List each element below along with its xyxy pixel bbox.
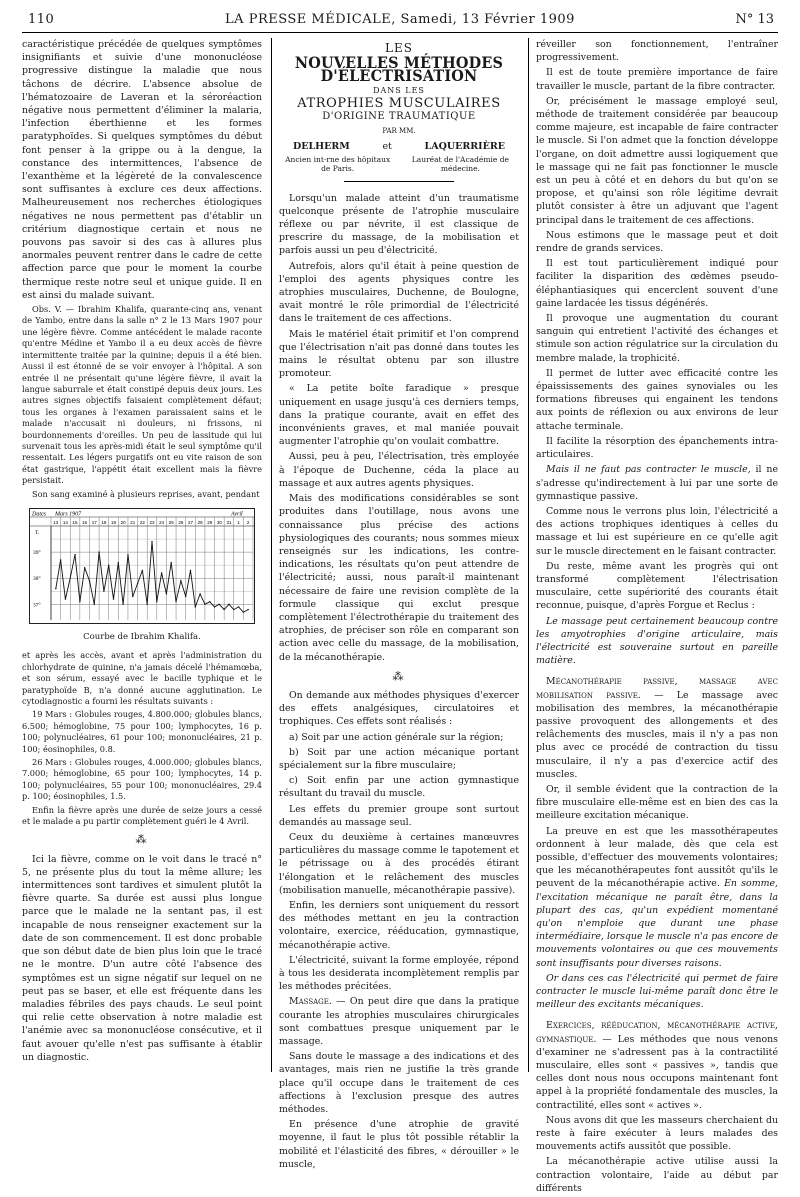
temperature-point: [233, 609, 234, 610]
paragraph: [536, 1019, 778, 1111]
paragraph: Nous estimons que le massage peut et doit rendre de grands services.: [536, 229, 778, 255]
temperature-chart-svg: [29, 508, 255, 624]
chart-tick-label: 23: [149, 519, 155, 525]
section-separator: ⁂: [135, 833, 149, 847]
temperature-point: [219, 604, 220, 605]
temperature-point: [175, 601, 176, 602]
paragraph: Sans doute le massage a des indications et des avantages, mais rien ne justifie la très grande place qu'il occupe dans le traitement de ces affections à l'exclusion presque des autres méthodes.: [279, 1051, 519, 1116]
column-rule: [528, 38, 529, 1072]
italic-text: Mais il ne faut pas contracter le muscle,: [546, 464, 751, 476]
temperature-point: [89, 580, 90, 581]
temperature-point: [103, 591, 104, 592]
temperature-point: [118, 562, 119, 563]
temperature-point: [60, 559, 61, 560]
observation-text: 26 Mars : Globules rouges, 4.000.000; globules blancs, 7.000; hémoglobine, 65 pour 100; lymphocytes, 14 p. 100; polynucléaires, 55 pour 100; mononucléaires, 29.4 p. 100; éosinophiles, 1.5.: [22, 757, 262, 802]
temperature-point: [199, 593, 200, 594]
paragraph: Il est tout particulièrement indiqué pour faciliter la disparition des œdèmes pseudo-éléphantiasiques qui encerclent souvent d'une gaine lardacée les tissus dégénérés.: [536, 258, 778, 309]
paragraph: Du reste, même avant les progrès qui ont transformé complètement l'électrisation musculaire, cette supériorité des courants était reconnue, puisque, d'après Forgue et Reclus :: [536, 560, 778, 612]
temperature-point: [127, 554, 128, 555]
title-line: DANS LES: [373, 85, 425, 95]
paragraph-text: — Les méthodes que nous venons d'examiner ne s'adressent pas à la contractilité musculaire, elles sont « passives », tandis que celles dont nous nous occupons maintenant font appel à la propriété fondamentale des muscles, la contractilité, elles sont « actives ».: [536, 1033, 778, 1111]
article-title: [279, 42, 519, 182]
paragraph: Or, précisément le massage employé seul, méthode de traitement considérée par beaucoup comme majeure, est incapable de faire contracter le muscle. Si l'on admet que la fonction développe l'organe, on doit admettre aussi logiquement que le massage qui ne fait pas fonctionner le muscle est un peu à côté et en dehors du but qu'on se propose, et qu'ainsi son rôle légitime devrait plutôt consister à être un adjuvant que l'agent principal dans le traitement de ces affections.: [536, 95, 778, 226]
temperature-point: [122, 604, 123, 605]
temperature-point: [204, 604, 205, 605]
observation-text: Obs. V. — Ibrahim Khalifa, quarante-cinq ans, venant de Yambo, entre dans la salle n° 2 le 13 Mars 1907 pour une légère fièvre. Comme antécédent le malade raconte qu'entre Médine et Yambo il a eu deux accès de fièvre intermittente traitée par la quinine; depuis il a été bien. Aussi il est étonné de se voir envoyer à l'hôpital. A son entrée il ne présentait qu'une légère fièvre, il avait la langue saburrale et était constipé depuis deux jours. Les autres signes objectifs faisaient complètement défaut; tous les organes à l'examen paraissaient sains et le malade n'accusait ni douleurs, ni frissons, ni bourdonnements d'oreilles. Un peu de lassitude qui lui survenait tous les après-midi était le seul symptôme qu'il ressentait. Les légers purgatifs ont eu vite raison de son état gastrique, l'appétit était excellent mais la fièvre persistait.: [22, 304, 262, 486]
temperature-point: [161, 572, 162, 573]
paragraph: Ceux du deuxième à certaines manœuvres particulières du massage comme le tapotement et le pétrissage ou à des procédés étirant l'élongation et le relâchement des muscles (mobilisation manuelle, mécanothérapie passive).: [279, 831, 519, 896]
chart-tick-label: 27: [187, 519, 193, 525]
temperature-point: [166, 593, 167, 594]
paragraph: Aussi, peu à peu, l'électrisation, très employée à l'époque de Duchenne, céda la place au massage et aux autres agents physiques.: [279, 451, 519, 489]
temperature-point: [108, 564, 109, 565]
paragraph: En présence d'une atrophie de gravité moyenne, il faut le plus tôt possible rétablir la mobilité et l'élasticité des fibres, « dérouiller » le muscle,: [279, 1119, 519, 1170]
chart-tick-label: 19: [111, 519, 117, 525]
chart-tick-label: 13: [53, 519, 59, 525]
title-line: PAR MM.: [382, 127, 416, 136]
paragraph: Or, il semble évident que la contraction de la fibre musculaire elle-même est en bien des cas la meilleure excitation mécanique.: [536, 783, 778, 822]
paragraph: [536, 825, 778, 970]
temperature-point: [142, 570, 143, 571]
author-affiliation: Lauréat de l'Académie de médecine.: [411, 154, 509, 173]
paragraph: réveiller son fonctionnement, l'entraîner progressivement.: [536, 39, 778, 64]
chart-tick-label: 20: [120, 519, 126, 525]
chart-label-dates: Dates: [32, 511, 46, 518]
observation-block: [22, 650, 262, 827]
paragraph: Mais le matériel était primitif et l'on comprend que l'électrisation n'ait pas donné dans toutes les mains le résultat obtenu par son illustre promoteur.: [279, 328, 519, 380]
paragraph-text: La preuve en est que les massothérapeutes ordonnent à leur malade, dès que cela est possible, d'effectuer des mouvements volontaires; que les mécanothérapeutes font aussitôt qu'ils le peuvent de la mécanothérapie active.: [536, 825, 778, 890]
paragraph: Il est de toute première importance de faire travailler le muscle, partant de la fibre contracter.: [536, 67, 778, 92]
chart-tick-label: 38°: [33, 576, 41, 583]
paragraph: On demande aux méthodes physiques d'exercer des effets analgésiques, circulatoires et trophiques. Ces effets sont réalisés :: [279, 689, 519, 728]
temperature-point: [195, 606, 196, 607]
chart-tick-label: 1: [237, 519, 240, 525]
temperature-point: [132, 596, 133, 597]
paragraph: Il permet de lutter avec efficacité contre les épaississements des gaines synoviales ou les formations fibreuses qui engainent les tendons aux points de réflexion ou aux environs de leur attache terminale.: [536, 367, 778, 432]
chart-tick-label: 37°: [33, 602, 41, 609]
observation-text: 19 Mars : Globules rouges, 4.800.000; globules blancs, 6.500; hémoglobine, 75 pour 100; lymphocytes, 16 p. 100; polynucléaires, 61 pour 100; mononucléaires, 21 p. 100; éosinophiles, 0.8.: [22, 709, 262, 754]
temperature-point: [190, 570, 191, 571]
chart-tick-label: 17: [91, 519, 97, 525]
title-line: D'ORIGINE TRAUMATIQUE: [322, 111, 476, 123]
author-affiliations: [279, 155, 519, 173]
temperature-point: [243, 611, 244, 612]
temperature-point: [171, 562, 172, 563]
paragraph: Lorsqu'un malade atteint d'un traumatisme quelconque présente de l'atrophie musculaire réflexe ou par névrite, il est classique de prescrire du massage, de la mobilisation et parfois aussi un peu d'électricité.: [279, 192, 519, 257]
title-main: NOUVELLES MÉTHODES D'ÉLECTRISATION: [294, 53, 504, 86]
paragraph: [279, 995, 519, 1048]
chart-tick-label: 14: [62, 519, 68, 525]
column-rule: [271, 38, 272, 1072]
column-right: [536, 38, 778, 1197]
page-number: 110: [28, 12, 55, 27]
temperature-point: [228, 604, 229, 605]
chart-tick-label: 39°: [33, 550, 41, 557]
section-separator: ⁂: [392, 669, 406, 683]
section-heading: Massage.: [289, 996, 332, 1008]
paragraph: Il provoque une augmentation du courant sanguin qui entretient l'activité des échanges et stimule son action régulatrice sur la circulation du membre malade, la trophicité.: [536, 313, 778, 364]
paragraph-text: — Le massage avec mobilisation des membres, la mécanothérapie passive provoquent des allongements et des relâchements des muscles, mais il n'y a pas non plus avec ce procédé de contraction du tissu musculaire, il n'y a pas d'exercice actif des muscles.: [536, 689, 778, 780]
temperature-point: [247, 609, 248, 610]
observation-text: et après les accès, avant et après l'administration du chlorhydrate de quinine, n'a jamais décelé l'hémamœba, et son sérum, essayé avec le bacille typhique et le paratyphoïde B, n'a donné aucune agglutination. Le cytodiagnostic a fourni les résultats suivants :: [22, 650, 262, 706]
temperature-point: [214, 606, 215, 607]
paragraph: [536, 463, 778, 503]
temperature-point: [98, 551, 99, 552]
author-affiliation: Ancien int-rne des hôpitaux de Paris.: [285, 154, 391, 173]
observation-text: Son sang examiné à plusieurs reprises, avant, pendant: [32, 488, 260, 499]
temperature-point: [84, 567, 85, 568]
temperature-point: [70, 577, 71, 578]
italic-text: En somme, l'excitation mécanique ne paraît être, dans la plupart des cas, qu'un expédient momentané qu'on n'emploie que durant une phase intermédiaire, lorsque le muscle n'a pas encore de mouvements volontaires ou que ces mouvements sont insuffisants pour diverses raisons.: [536, 878, 778, 969]
chart-tick-label: 18: [101, 519, 107, 525]
section-heading: Exercices, rééducation, mécanothérapie active, gymnastique.: [536, 1020, 778, 1045]
chart-tick-label: 28: [197, 519, 203, 525]
author-name: DELHERM: [293, 141, 350, 153]
journal-title: LA PRESSE MÉDICALE, Samedi, 13 Février 1909: [225, 12, 575, 27]
chart-caption: Courbe de Ibrahim Khalifa.: [83, 632, 201, 643]
temperature-point: [151, 541, 152, 542]
page-header: [22, 10, 778, 33]
chart-tick-label: 16: [82, 519, 88, 525]
title-line: LES: [385, 41, 413, 55]
paragraph: « La petite boîte faradique » presque uniquement en usage jusqu'à ces derniers temps, dans la pratique courante, avait en effet des inconvénients graves, et mal maniée pouvait augmenter l'atrophie qu'on voulait combattre.: [279, 383, 519, 448]
list-item: c) Soit enfin par une action gymnastique résultant du travail du muscle.: [279, 775, 519, 800]
chart-label-month: Avril: [231, 511, 243, 518]
paragraph: Enfin, les derniers sont uniquement du ressort des méthodes mettant en jeu la contraction volontaire, exercice, rééducation, gymnastique, mécanothérapie active.: [279, 899, 519, 951]
chart-axis-label: T.: [35, 529, 40, 536]
temperature-point: [156, 601, 157, 602]
list-item: a) Soit par une action générale sur la région;: [289, 731, 504, 743]
observation-block: [22, 304, 262, 487]
paragraph-text: — On peut dire que dans la pratique courante les atrophies musculaires chirurgicales sont combattues presque uniquement par le massage.: [279, 996, 519, 1048]
chart-tick-label: 22: [139, 519, 145, 525]
quotation: Le massage peut certainement beaucoup contre les amyotrophies d'origine articulaire, mais l'électricité est souveraine surtout en pareille matière.: [536, 615, 778, 667]
chart-tick-label: 25: [168, 519, 174, 525]
column-middle: [279, 38, 519, 1173]
temperature-point: [74, 554, 75, 555]
title-divider: [344, 181, 454, 182]
list-item: b) Soit par une action mécanique portant spécialement sur la fibre musculaire;: [279, 746, 519, 771]
chart-tick-label: 2: [246, 519, 250, 525]
paragraph: Les effets du premier groupe sont surtout demandés au massage seul.: [279, 803, 519, 828]
chart-tick-label: 24: [159, 519, 165, 525]
temperature-point: [94, 604, 95, 605]
journal-page: [22, 10, 778, 1194]
temperature-chart: [29, 508, 255, 628]
chart-tick-label: 21: [130, 519, 136, 525]
temperature-point: [209, 601, 210, 602]
paragraph: Nous avons dit que les masseurs cherchaient du reste à faire exécuter à leurs malades des mouvements actifs aussitôt que possible.: [536, 1114, 778, 1153]
temperature-point: [137, 583, 138, 584]
paragraph: [536, 675, 778, 781]
chart-tick-label: 26: [178, 519, 184, 525]
temperature-point: [185, 596, 186, 597]
issue-number: N° 13: [735, 12, 774, 27]
author-conjunction: et: [382, 141, 392, 153]
authors: [279, 140, 519, 153]
section-heading: Mécanothérapie passive, massage avec mobilisation passive.: [536, 676, 778, 701]
temperature-point: [65, 598, 66, 599]
temperature-point: [79, 601, 80, 602]
temperature-point: [55, 588, 56, 589]
temperature-point: [146, 604, 147, 605]
temperature-point: [238, 606, 239, 607]
chart-tick-label: 31: [226, 519, 232, 525]
chart-label-month: Mars 1907: [55, 511, 82, 518]
paragraph: caractéristique précédée de quelques symptômes insignifiants et suivie d'une mononucléose progressive distingue la maladie que nous tâchons de décrire. L'absence absolue de l'hématozoaire de Laveran et la séroréaction négative nous permettent d'éliminer la malaria, l'infection éberthienne et les formes paratyphoïdes. Si quelques symptômes du début font penser à la grippe ou à la dengue, la constance des intermittences, l'absence de l'exanthème et la légèreté de la convalescence sont suffisantes à exclure ces deux affections. Malheureusement nos recherches étiologiques négatives ne nous permettent pas d'établir un critérium diagnostique certain et nous ne pouvons pas savoir si des cas à allures plus anormales peuvent rentrer dans le cadre de cette affection parce que pour le moment la courbe thermique reste notre seul et unique guide. Il en est ainsi du malade suivant.: [22, 39, 262, 301]
author-name: LAQUERRIÈRE: [424, 141, 505, 153]
temperature-point: [180, 580, 181, 581]
temperature-point: [223, 609, 224, 610]
paragraph: Or dans ces cas l'électricité qui permet de faire contracter le muscle lui-même paraît donc être le meilleur des excitants mécaniques.: [536, 972, 778, 1011]
temperature-point: [113, 598, 114, 599]
paragraph: Comme nous le verrons plus loin, l'électricité a des actions trophiques identiques à celles du massage et lui est supérieure en ce qu'elle agit sur le muscle directement en le faisant contracter.: [536, 505, 778, 557]
column-left: [22, 38, 262, 1066]
observation-text: Enfin la fièvre après une durée de seize jours a cessé et le malade a pu partir complètement guéri le 4 Avril.: [22, 804, 262, 827]
paragraph: Autrefois, alors qu'il était à peine question de l'emploi des agents physiques contre les atrophies musculaires, Duchenne, de Boulogne, avait montré le rôle primordial de l'électricité dans le traitement de ces affections.: [279, 260, 519, 325]
paragraph: Mais des modifications considérables se sont produites dans l'outillage, nous avons une connaissance plus précise des actions physiologiques des courants; nous sommes mieux renseignés sur les indications, les contre-indications, les résultats qu'on peut attendre de l'électricité; aussi, nous paraît-il maintenant nécessaire de faire une revision complète de la formule classique qui exclut presque complètement l'électrothérapie du traitement des atrophies, de préciser son rôle en comparant son action avec celle du massage, de la mobilisation, de la mécanothérapie.: [279, 493, 519, 663]
chart-tick-label: 30: [216, 519, 222, 525]
paragraph-text: il ne s'adresse qu'indirectement à lui par une sorte de gymnastique passive.: [536, 464, 778, 502]
chart-tick-label: 29: [207, 519, 213, 525]
paragraph: Ici la fièvre, comme on le voit dans le tracé n° 5, ne présente plus du tout la même allure; les intermittences sont tardives et simulent plutôt la fièvre quarte. Sa durée est aussi plus longue parce que le malade ne la sentant pas, il est incapable de nous renseigner exactement sur la date de son commencement. Il est donc probable que son début date de bien plus loin que le tracé ne le montre. D'un autre côté l'absence des symptômes est un signe négatif sur lequel on ne peut pas se baser, et elle est fréquente dans les maladies fébriles des pays chauds. Le seul point qui relie cette observation à notre maladie est l'anémie avec sa mononucléose consécutive, et il faut avouer qu'elle n'est pas suffisante à établir un diagnostic.: [22, 853, 262, 1063]
paragraph: La mécanothérapie active utilise aussi la contraction volontaire, l'aide au début par différents: [536, 1156, 778, 1194]
paragraph: Il facilite la résorption des épanchements intra-articulaires.: [536, 435, 778, 461]
paragraph: L'électricité, suivant la forme employée, répond à tous les desiderata incomplètement remplis par les méthodes précitées.: [279, 954, 519, 993]
title-line: ATROPHIES MUSCULAIRES: [297, 95, 501, 111]
chart-tick-label: 15: [72, 519, 78, 525]
